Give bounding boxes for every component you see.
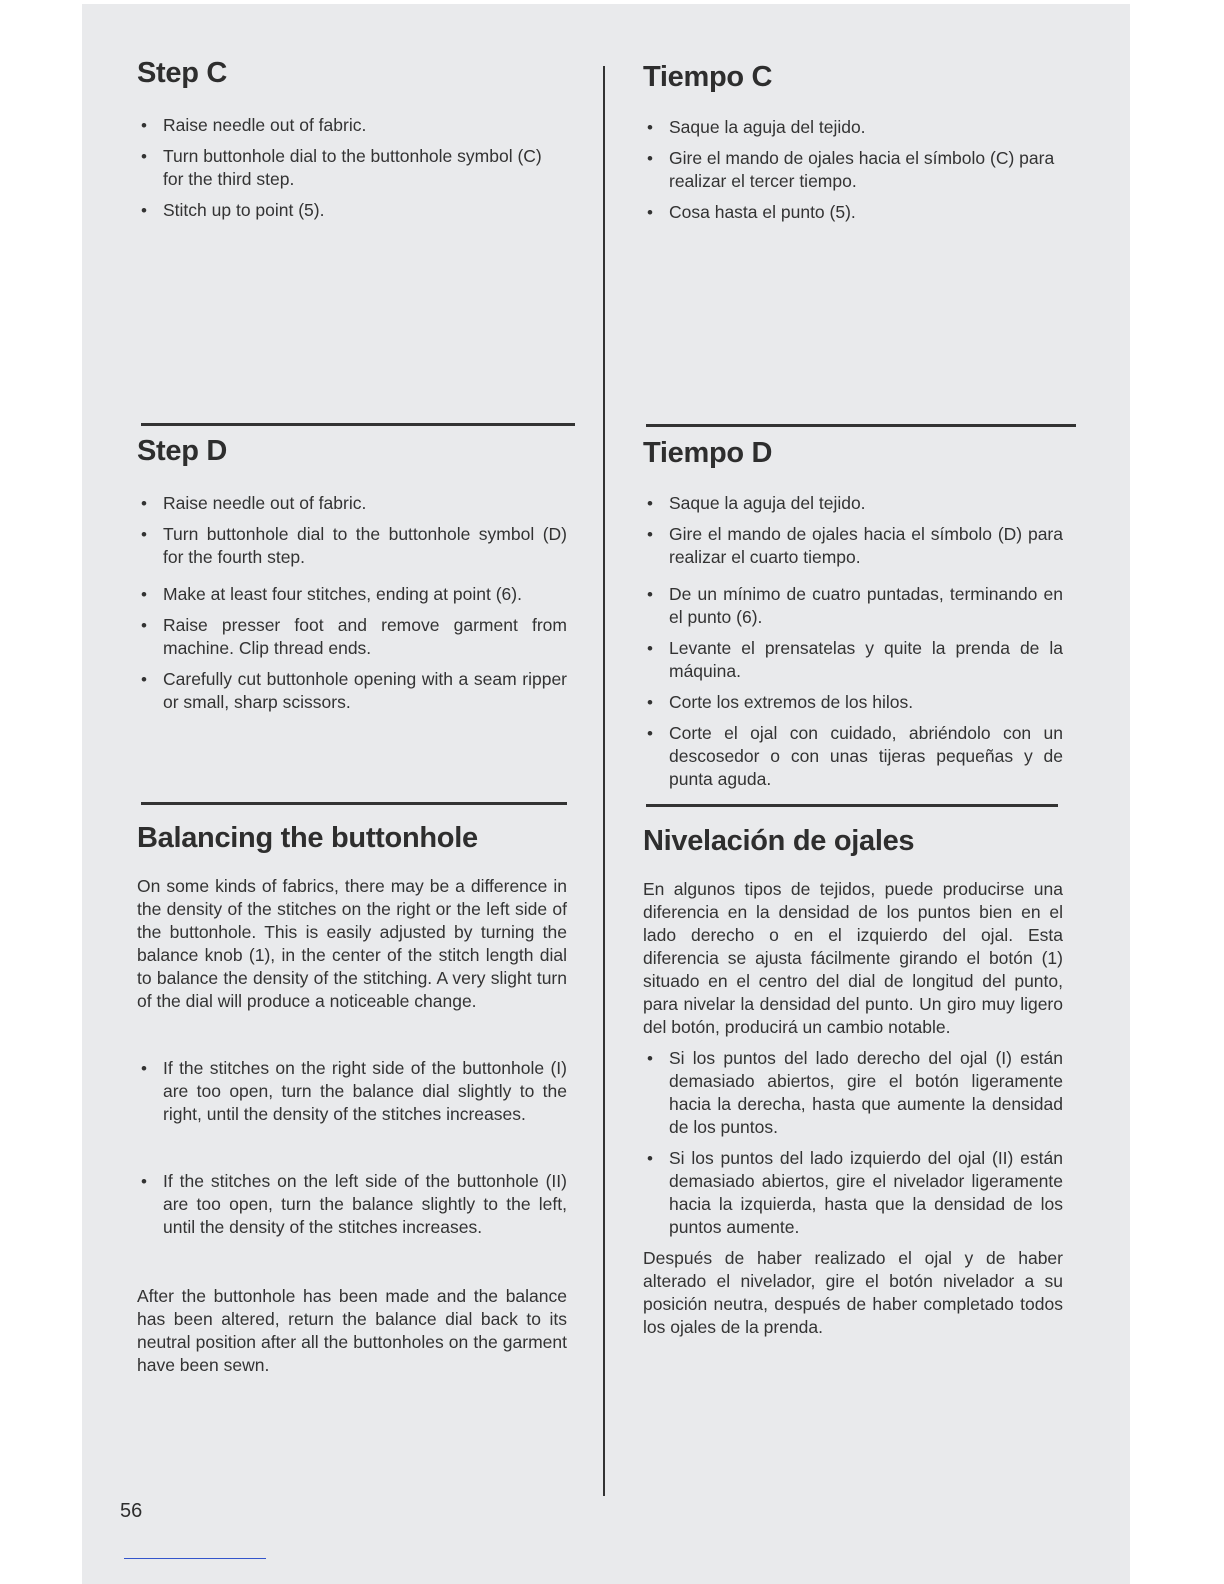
step-c-section: [137, 58, 567, 230]
list-item: • If the stitches on the left side of the buttonhole (II) are too open, turn the balance slightly to the left, until the density of the stitches increases.: [137, 1170, 567, 1239]
list-item: • Raise needle out of fabric.: [137, 492, 567, 515]
balancing-list: [137, 1057, 567, 1239]
nivelacion-outro: Después de haber realizado el ojal y de haber alterado el nivelador, gire el botón nivelador a su posición neutra, después de haber completado todos los ojales de la prenda.: [643, 1247, 1063, 1337]
hyperlink-underline: [124, 1558, 266, 1559]
list-item: • Make at least four stitches, ending at point (6).: [137, 583, 567, 606]
tiempo-d-title: Tiempo D: [643, 437, 773, 469]
list-item: • Gire el mando de ojales hacia el símbolo (C) para realizar el tercer tiempo.: [643, 147, 1063, 193]
list-item: • De un mínimo de cuatro puntadas, terminando en el punto (6).: [643, 583, 1063, 629]
page-number: 56: [120, 1500, 143, 1522]
step-c-list: [137, 114, 567, 222]
list-item: • Stitch up to point (5).: [137, 199, 567, 222]
step-d-title: Step D: [137, 435, 228, 467]
list-item: • Corte el ojal con cuidado, abriéndolo con un descosedor o con unas tijeras pequeñas y de punta aguda.: [643, 722, 1063, 791]
balancing-section: [137, 823, 567, 1377]
section-divider: [646, 804, 1058, 807]
tiempo-d-section: [643, 438, 1063, 799]
tiempo-c-title: Tiempo C: [643, 61, 773, 93]
tiempo-c-section: [643, 62, 1063, 232]
tiempo-d-list: [643, 492, 1063, 791]
balancing-intro: On some kinds of fabrics, there may be a difference in the density of the stitches on the right or the left side of the buttonhole. This is easily adjusted by turning the balance knob (1), in the center of the stitch length dial to balance the density of the stitching. A very slight turn of the dial will produce a noticeable change.: [137, 875, 567, 1011]
list-item: • Gire el mando de ojales hacia el símbolo (D) para realizar el cuarto tiempo.: [643, 523, 1063, 569]
balancing-outro: After the buttonhole has been made and the balance has been altered, return the balance dial back to its neutral position after all the buttonholes on the garment have been sewn.: [137, 1285, 567, 1375]
list-item: • Raise needle out of fabric.: [137, 114, 567, 137]
list-item: • Saque la aguja del tejido.: [643, 492, 1063, 515]
list-item: • Raise presser foot and remove garment from machine. Clip thread ends.: [137, 614, 567, 660]
section-divider: [141, 802, 567, 805]
list-item: • Si los puntos del lado derecho del ojal (I) están demasiado abiertos, gire el botón ligeramente hacia la derecha, hasta que aumente la densidad de los puntos.: [643, 1047, 1063, 1139]
step-d-list: [137, 492, 567, 714]
nivelacion-title: Nivelación de ojales: [643, 825, 915, 857]
list-item: • Saque la aguja del tejido.: [643, 116, 1063, 139]
nivelacion-intro: En algunos tipos de tejidos, puede producirse una diferencia en la densidad de los puntos bien en el lado derecho o en el izquierdo del ojal. Esta diferencia se ajusta fácilmente girando el botón (1) situado en el centro del dial de longitud del punto, para nivelar la densidad del punto. Un giro muy ligero del botón, producirá un cambio notable.: [643, 878, 1063, 1037]
list-item: • Turn buttonhole dial to the buttonhole symbol (C) for the third step.: [137, 145, 567, 191]
list-item: • If the stitches on the right side of the buttonhole (I) are too open, turn the balance dial slightly to the right, until the density of the stitches increases.: [137, 1057, 567, 1126]
section-divider: [646, 424, 1076, 427]
section-divider: [141, 423, 575, 426]
nivelacion-list: [643, 1047, 1063, 1239]
list-item: • Carefully cut buttonhole opening with a seam ripper or small, sharp scissors.: [137, 668, 567, 714]
list-item: • Si los puntos del lado izquierdo del ojal (II) están demasiado abiertos, gire el nivelador ligeramente hacia la izquierda, hasta que la densidad de los puntos aumente.: [643, 1147, 1063, 1239]
step-c-title: Step C: [137, 57, 228, 89]
list-item: • Corte los extremos de los hilos.: [643, 691, 1063, 714]
tiempo-c-list: [643, 116, 1063, 224]
list-item: • Turn buttonhole dial to the buttonhole symbol (D) for the fourth step.: [137, 523, 567, 569]
balancing-title: Balancing the buttonhole: [137, 822, 478, 854]
list-item: • Levante el prensatelas y quite la prenda de la máquina.: [643, 637, 1063, 683]
nivelacion-section: [643, 826, 1063, 1339]
column-divider: [603, 66, 605, 1496]
list-item: • Cosa hasta el punto (5).: [643, 201, 1063, 224]
step-d-section: [137, 436, 567, 722]
